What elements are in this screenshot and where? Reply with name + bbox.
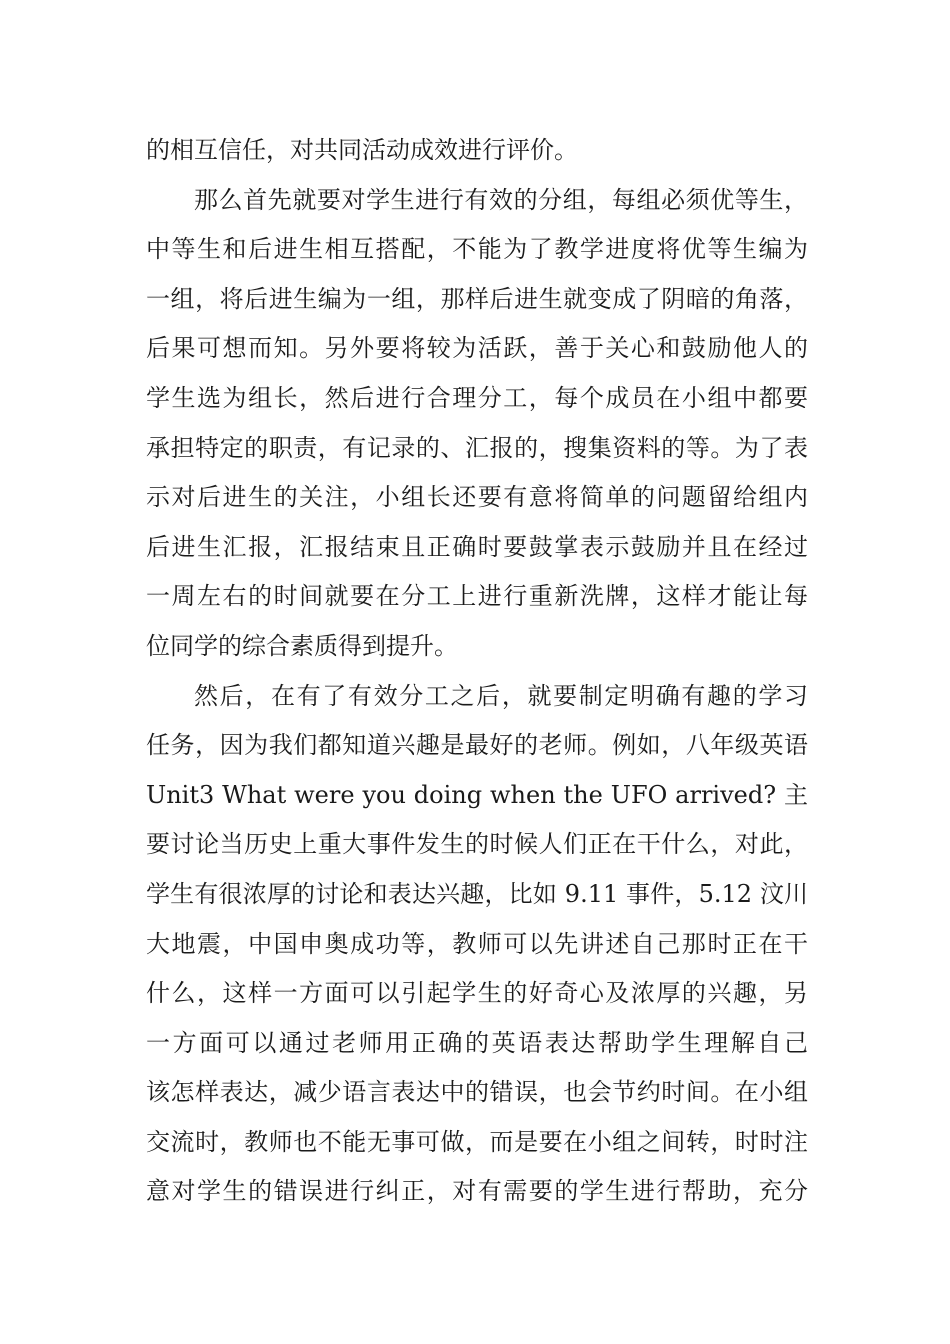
text-line: 任务，因为我们都知道兴趣是最好的老师。例如，八年级英语 [146,731,808,760]
paragraph [146,176,808,672]
text-line: 意对学生的错误进行纠正，对有需要的学生进行帮助，充分 [146,1177,808,1206]
document-body [146,126,808,1217]
text-line: 后果可想而知。另外要将较为活跃，善于关心和鼓励他人的 [146,334,808,363]
text-line: 一周左右的时间就要在分工上进行重新洗牌，这样才能让每 [146,582,808,611]
paragraph [146,672,808,1218]
text-line: 示对后进生的关注，小组长还要有意将简单的问题留给组内 [146,483,808,512]
text-line: 交流时，教师也不能无事可做，而是要在小组之间转，时时注 [146,1127,808,1156]
text-line: 什么，这样一方面可以引起学生的好奇心及浓厚的兴趣，另 [146,979,808,1008]
text-line: 位同学的综合素质得到提升。 [146,631,458,660]
text-line: 学生选为组长，然后进行合理分工，每个成员在小组中都要 [146,383,808,412]
text-line: 一组，将后进生编为一组，那样后进生就变成了阴暗的角落， [146,284,808,313]
text-line: 那么首先就要对学生进行有效的分组，每组必须优等生， [194,185,808,214]
text-line: 然后，在有了有效分工之后，就要制定明确有趣的学习 [194,681,808,710]
text-line: 要讨论当历史上重大事件发生的时候人们正在干什么，对此， [146,830,808,859]
text-line: 学生有很浓厚的讨论和表达兴趣，比如 9.11 事件，5.12 汶川 [146,879,808,908]
text-line: Unit3 What were you doing when the UFO arrived? 主 [146,780,808,809]
text-line: 一方面可以通过老师用正确的英语表达帮助学生理解自己 [146,1028,808,1057]
paragraph [146,126,808,176]
text-line: 中等生和后进生相互搭配，不能为了教学进度将优等生编为 [146,235,808,264]
text-line: 后进生汇报，汇报结束且正确时要鼓掌表示鼓励并且在经过 [146,532,808,561]
text-line: 的相互信任，对共同活动成效进行评价。 [146,136,578,164]
text-line: 大地震，中国申奥成功等，教师可以先讲述自己那时正在干 [146,929,808,958]
text-line: 承担特定的职责，有记录的、汇报的，搜集资料的等。为了表 [146,433,808,462]
text-line: 该怎样表达，减少语言表达中的错误，也会节约时间。在小组 [146,1078,808,1107]
